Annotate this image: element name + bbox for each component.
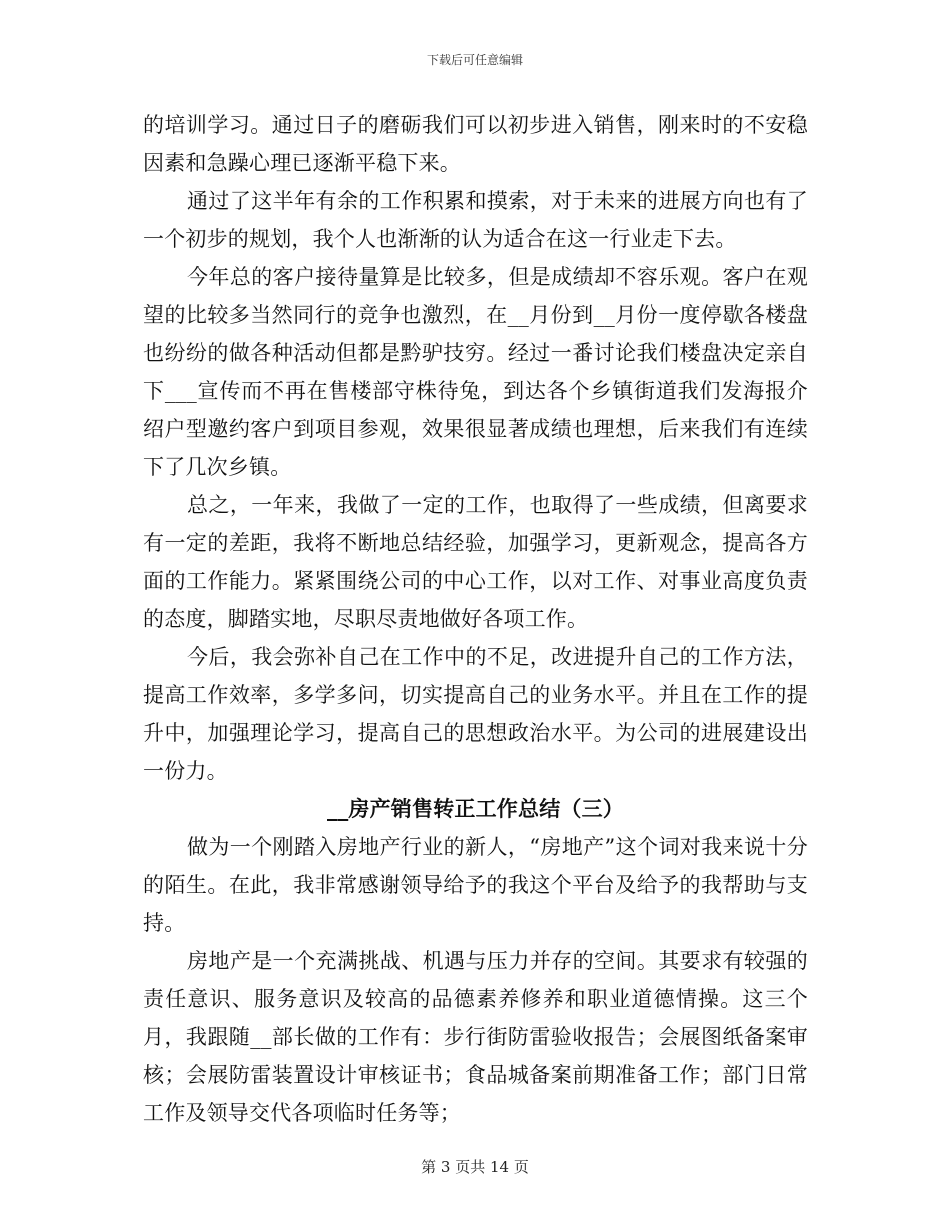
body-paragraph: 做为一个刚踏入房地产行业的新人，“房地产”这个词对我来说十分的陌生。在此，我非常感谢领导给予的我这个平台及给予的我帮助与支持。: [143, 835, 808, 935]
document-body: [143, 106, 808, 1132]
body-paragraph: 总之，一年来，我做了一定的工作，也取得了一些成绩，但离要求有一定的差距，我将不断地总结经验，加强学习，更新观念，提高各方面的工作能力。紧紧围绕公司的中心工作，以对工作、对事业高度负责的态度，脚踏实地，尽职尽责地做好各项工作。: [143, 493, 808, 631]
body-paragraph: 今年总的客户接待量算是比较多，但是成绩却不容乐观。客户在观望的比较多当然同行的竞争也激烈，在__月份到__月份一度停歇各楼盘也纷纷的做各种活动但都是黔驴技穷。经过一番讨论我们楼盘决定亲自下___宣传而不再在售楼部守株待兔，到达各个乡镇街道我们发海报介绍户型邀约客户到项目参观，效果很显著成绩也理想，后来我们有连续下了几次乡镇。: [143, 265, 808, 479]
body-paragraph: 今后，我会弥补自己在工作中的不足，改进提升自己的工作方法，提高工作效率，多学多问，切实提高自己的业务水平。并且在工作的提升中，加强理论学习，提高自己的思想政治水平。为公司的进展建设出一份力。: [143, 645, 808, 783]
body-paragraph: 的培训学习。通过日子的磨砺我们可以初步进入销售，刚来时的不安稳因素和急躁心理已逐渐平稳下来。: [143, 113, 808, 175]
page-footer: 第 3 页共 14 页: [421, 1158, 529, 1176]
body-paragraph: 通过了这半年有余的工作积累和摸索，对于未来的进展方向也有了一个初步的规划，我个人也渐渐的认为适合在这一行业走下去。: [143, 189, 808, 251]
section-title: __房产销售转正工作总结（三）: [327, 797, 624, 821]
body-paragraph: 房地产是一个充满挑战、机遇与压力并存的空间。其要求有较强的责任意识、服务意识及较高的品德素养修养和职业道德情操。这三个月，我跟随__部长做的工作有：步行街防雷验收报告；会展图纸备案审核；会展防雷装置设计审核证书；食品城备案前期准备工作；部门日常工作及领导交代各项临时任务等；: [143, 949, 808, 1125]
page-header: 下载后可任意编辑: [426, 53, 523, 67]
